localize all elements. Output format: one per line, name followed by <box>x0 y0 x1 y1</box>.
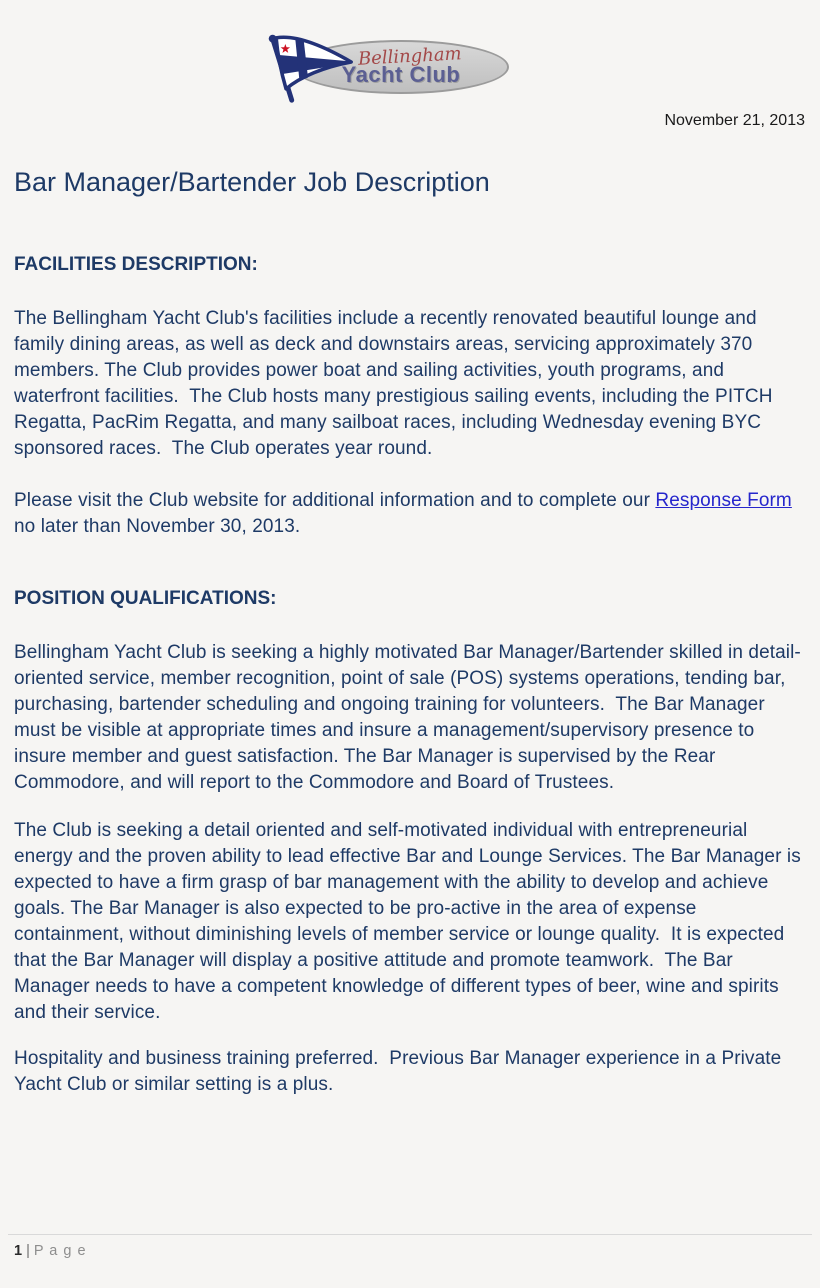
page-number: 1 <box>14 1243 23 1259</box>
document-page <box>0 28 820 1288</box>
qualifications-paragraph-2: The Club is seeking a detail oriented and self-motivated individual with entrepreneurial energy and the proven ability to lead effective Bar and Lounge Services. The Bar Manager is expected to have a firm grasp of bar management with the ability to develop and achieve goals. The Bar Manager is also expected to be pro-active in the area of expense containment, without diminishing levels of member service or lounge quality. It is expected that the Bar Manager will display a positive attitude and promote teamwork. The Bar Manager needs to have a competent knowledge of different types of beer, wine and spirits and their service. <box>14 820 807 1023</box>
response-form-paragraph <box>14 488 806 540</box>
facilities-paragraph: The Bellingham Yacht Club's facilities include a recently renovated beautiful lounge and family dining areas, as well as deck and downstairs areas, servicing approximately 370 members. The Club provides power boat and sailing activities, youth programs, and waterfront facilities. The Club hosts many prestigious sailing events, including the PITCH Regatta, PacRim Regatta, and many sailboat races, including Wednesday evening BYC sponsored races. The Club operates year round. <box>14 308 778 459</box>
footer-separator: | <box>26 1243 30 1259</box>
facilities-heading: FACILITIES DESCRIPTION: <box>14 254 258 275</box>
club-name-script: Bellingham <box>357 43 463 70</box>
response-paragraph-after: no later than November 30, 2013. <box>14 490 798 537</box>
qualifications-paragraph-3: Hospitality and business training preferred. Previous Bar Manager experience in a Private Yacht Club or similar setting is a plus. <box>14 1048 787 1095</box>
yacht-club-burgee-flag-icon <box>262 28 354 108</box>
document-date: November 21, 2013 <box>664 112 805 129</box>
response-paragraph-before: Please visit the Club website for additional information and to complete our <box>14 490 656 511</box>
qualifications-paragraph-1: Bellingham Yacht Club is seeking a highly motivated Bar Manager/Bartender skilled in detail-oriented service, member recognition, point of sale (POS) systems operations, tending bar, purchasing, bartender scheduling and ongoing training for volunteers. The Bar Manager must be visible at appropriate times and insure a management/supervisory presence to insure member and guest satisfaction. The Bar Manager is supervised by the Rear Commodore, and will report to the Commodore and Board of Trustees. <box>14 642 801 793</box>
page-title: Bar Manager/Bartender Job Description <box>14 167 490 197</box>
club-logo <box>285 28 535 108</box>
response-form-link[interactable]: Response Form <box>655 490 792 511</box>
footer-page-label: P a g e <box>33 1243 87 1259</box>
page-footer <box>8 1234 812 1259</box>
qualifications-heading: POSITION QUALIFICATIONS: <box>14 588 277 609</box>
club-name-bold: Yacht Club <box>341 62 461 87</box>
